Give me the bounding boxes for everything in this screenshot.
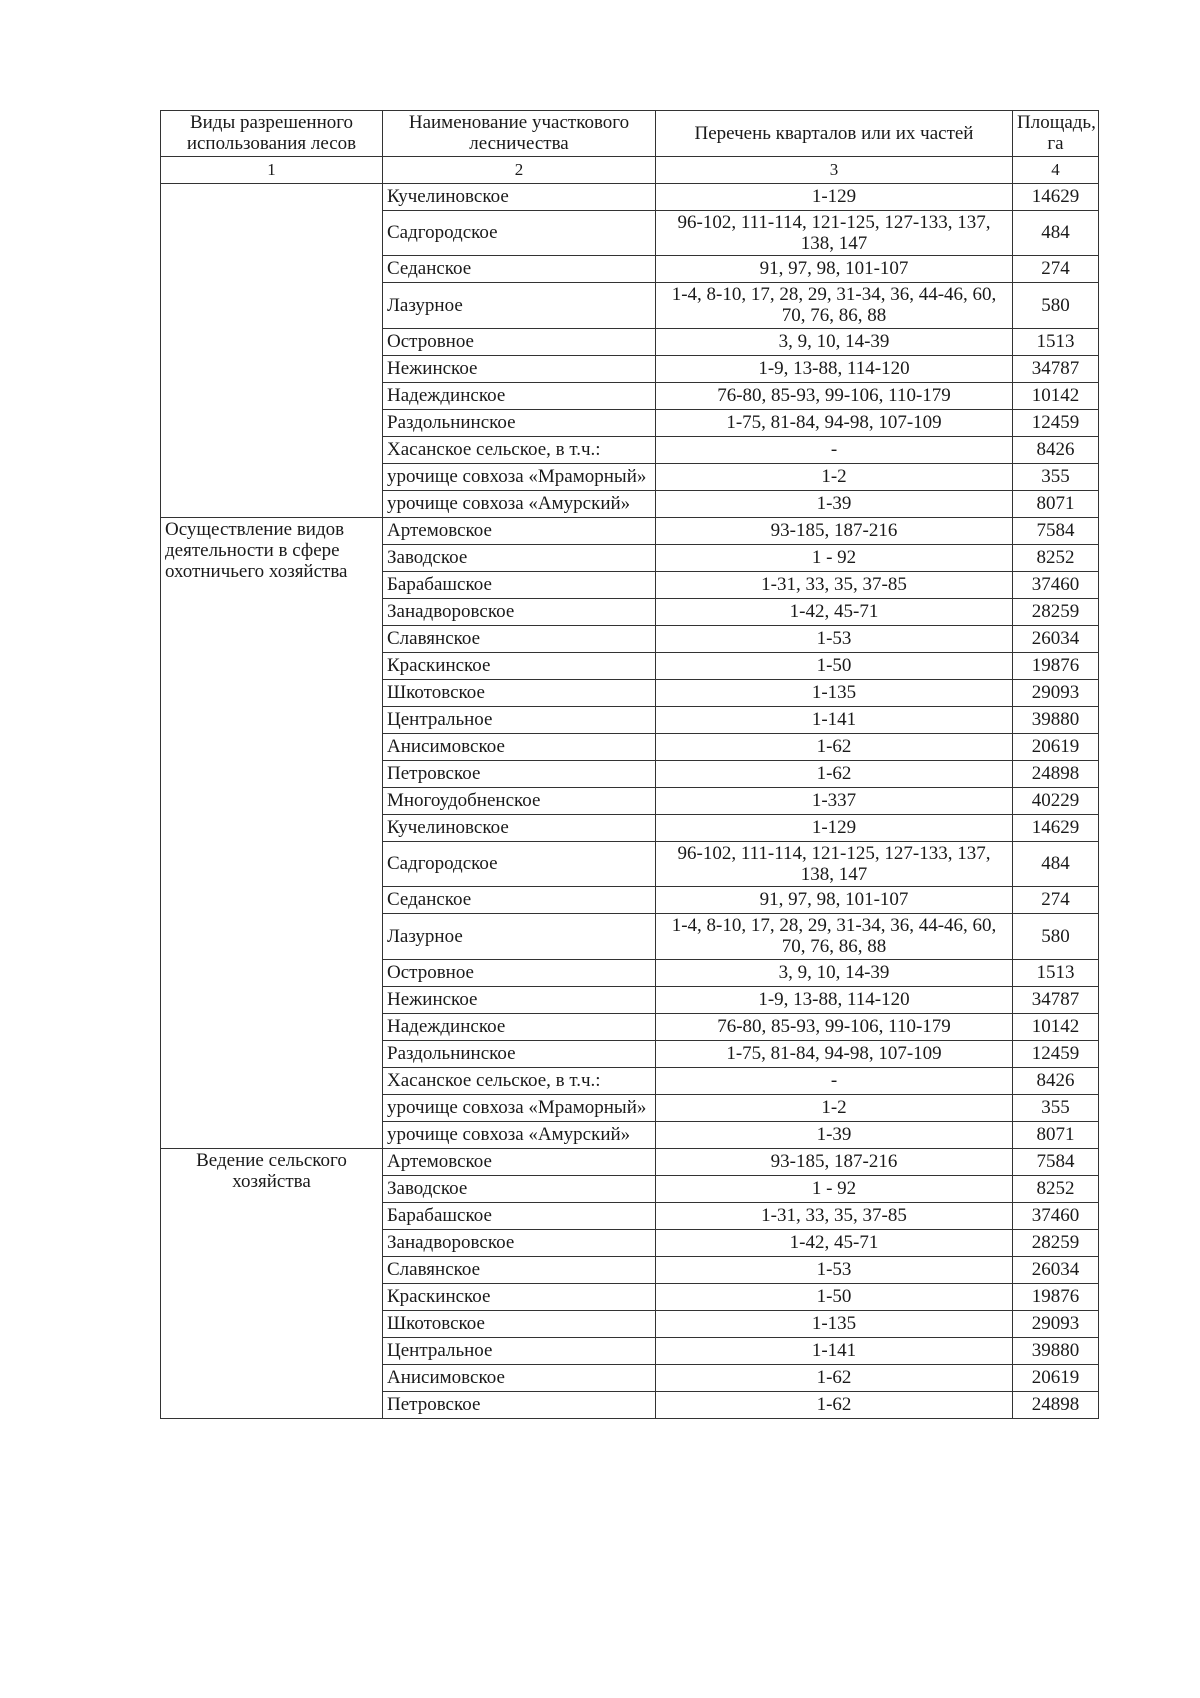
forestry-name-cell: Седанское [383, 256, 656, 283]
quarters-cell: 1-337 [656, 787, 1013, 814]
quarters-cell: 3, 9, 10, 14-39 [656, 959, 1013, 986]
forestry-name-cell: Раздольнинское [383, 409, 656, 436]
area-cell: 7584 [1013, 1148, 1099, 1175]
area-cell: 34787 [1013, 355, 1099, 382]
quarters-cell: 1-62 [656, 733, 1013, 760]
area-cell: 29093 [1013, 1310, 1099, 1337]
forestry-name-cell: урочище совхоза «Амурский» [383, 1121, 656, 1148]
forestry-name-cell: Петровское [383, 1391, 656, 1418]
quarters-cell: 1 - 92 [656, 1175, 1013, 1202]
area-cell: 8252 [1013, 1175, 1099, 1202]
quarters-cell: 1-141 [656, 1337, 1013, 1364]
table-row [161, 183, 1099, 210]
forestry-name-cell: урочище совхоза «Мраморный» [383, 1094, 656, 1121]
forestry-name-cell: Кучелиновское [383, 183, 656, 210]
quarters-cell: - [656, 1067, 1013, 1094]
column-number: 3 [656, 156, 1013, 183]
area-cell: 484 [1013, 841, 1099, 887]
column-number: 4 [1013, 156, 1099, 183]
quarters-cell: 91, 97, 98, 101-107 [656, 256, 1013, 283]
forestry-name-cell: Петровское [383, 760, 656, 787]
quarters-cell: 1-50 [656, 652, 1013, 679]
column-number: 1 [161, 156, 383, 183]
forestry-name-cell: Нежинское [383, 986, 656, 1013]
area-cell: 484 [1013, 210, 1099, 256]
quarters-cell: 76-80, 85-93, 99-106, 110-179 [656, 382, 1013, 409]
forestry-name-cell: Барабашское [383, 1202, 656, 1229]
forestry-name-cell: Седанское [383, 887, 656, 914]
area-cell: 8426 [1013, 436, 1099, 463]
forest-use-table [160, 110, 1099, 1419]
forestry-name-cell: Многоудобненское [383, 787, 656, 814]
area-cell: 8071 [1013, 1121, 1099, 1148]
quarters-cell: 1-39 [656, 490, 1013, 517]
header-quarters: Перечень кварталов или их частей [656, 111, 1013, 157]
table-body [161, 183, 1099, 1418]
quarters-cell: 1-129 [656, 814, 1013, 841]
quarters-cell: 1-2 [656, 1094, 1013, 1121]
quarters-cell: 1-9, 13-88, 114-120 [656, 355, 1013, 382]
area-cell: 14629 [1013, 814, 1099, 841]
area-cell: 20619 [1013, 1364, 1099, 1391]
area-cell: 274 [1013, 887, 1099, 914]
quarters-cell: 1-53 [656, 625, 1013, 652]
area-cell: 12459 [1013, 1040, 1099, 1067]
header-use-type: Виды разрешенного использования лесов [161, 111, 383, 157]
forestry-name-cell: Занадворовское [383, 1229, 656, 1256]
quarters-cell: - [656, 436, 1013, 463]
table-row [161, 1148, 1099, 1175]
area-cell: 14629 [1013, 183, 1099, 210]
forestry-name-cell: Заводское [383, 1175, 656, 1202]
forestry-name-cell: Занадворовское [383, 598, 656, 625]
quarters-cell: 1-62 [656, 1391, 1013, 1418]
forestry-name-cell: Нежинское [383, 355, 656, 382]
use-type-cell: Осуществление видов деятельности в сфере охотничьего хозяйства [161, 517, 383, 1148]
area-cell: 10142 [1013, 1013, 1099, 1040]
area-cell: 19876 [1013, 1283, 1099, 1310]
area-cell: 8252 [1013, 544, 1099, 571]
quarters-cell: 1-31, 33, 35, 37-85 [656, 571, 1013, 598]
area-cell: 40229 [1013, 787, 1099, 814]
forestry-name-cell: Артемовское [383, 1148, 656, 1175]
quarters-cell: 1-129 [656, 183, 1013, 210]
area-cell: 10142 [1013, 382, 1099, 409]
quarters-cell: 1-4, 8-10, 17, 28, 29, 31-34, 36, 44-46, 60, 70, 76, 86, 88 [656, 283, 1013, 329]
quarters-cell: 1-9, 13-88, 114-120 [656, 986, 1013, 1013]
area-cell: 8071 [1013, 490, 1099, 517]
area-cell: 24898 [1013, 1391, 1099, 1418]
area-cell: 355 [1013, 463, 1099, 490]
area-cell: 8426 [1013, 1067, 1099, 1094]
forestry-name-cell: Хасанское сельское, в т.ч.: [383, 436, 656, 463]
quarters-cell: 1-75, 81-84, 94-98, 107-109 [656, 409, 1013, 436]
area-cell: 39880 [1013, 1337, 1099, 1364]
forestry-name-cell: Хасанское сельское, в т.ч.: [383, 1067, 656, 1094]
quarters-cell: 1-2 [656, 463, 1013, 490]
forestry-name-cell: Центральное [383, 1337, 656, 1364]
forestry-name-cell: Садгородское [383, 210, 656, 256]
header-row [161, 111, 1099, 157]
header-forestry-name: Наименование участкового лесничества [383, 111, 656, 157]
area-cell: 580 [1013, 914, 1099, 960]
forestry-name-cell: урочище совхоза «Мраморный» [383, 463, 656, 490]
quarters-cell: 96-102, 111-114, 121-125, 127-133, 137, 138, 147 [656, 210, 1013, 256]
area-cell: 26034 [1013, 1256, 1099, 1283]
forestry-name-cell: Лазурное [383, 283, 656, 329]
forestry-name-cell: Шкотовское [383, 1310, 656, 1337]
use-type-cell [161, 183, 383, 517]
area-cell: 24898 [1013, 760, 1099, 787]
quarters-cell: 1-39 [656, 1121, 1013, 1148]
table-row [161, 517, 1099, 544]
forestry-name-cell: Островное [383, 328, 656, 355]
quarters-cell: 1-135 [656, 1310, 1013, 1337]
forestry-name-cell: урочище совхоза «Амурский» [383, 490, 656, 517]
forestry-name-cell: Славянское [383, 625, 656, 652]
forestry-name-cell: Садгородское [383, 841, 656, 887]
forestry-name-cell: Анисимовское [383, 1364, 656, 1391]
forestry-name-cell: Краскинское [383, 1283, 656, 1310]
header-area: Площадь, га [1013, 111, 1099, 157]
area-cell: 28259 [1013, 598, 1099, 625]
use-type-cell: Ведение сельского хозяйства [161, 1148, 383, 1418]
area-cell: 7584 [1013, 517, 1099, 544]
quarters-cell: 1-42, 45-71 [656, 598, 1013, 625]
area-cell: 20619 [1013, 733, 1099, 760]
forestry-name-cell: Кучелиновское [383, 814, 656, 841]
area-cell: 37460 [1013, 1202, 1099, 1229]
quarters-cell: 91, 97, 98, 101-107 [656, 887, 1013, 914]
forestry-name-cell: Надеждинское [383, 382, 656, 409]
quarters-cell: 1-135 [656, 679, 1013, 706]
quarters-cell: 76-80, 85-93, 99-106, 110-179 [656, 1013, 1013, 1040]
area-cell: 37460 [1013, 571, 1099, 598]
quarters-cell: 1-62 [656, 760, 1013, 787]
column-number: 2 [383, 156, 656, 183]
quarters-cell: 1-75, 81-84, 94-98, 107-109 [656, 1040, 1013, 1067]
quarters-cell: 1-141 [656, 706, 1013, 733]
quarters-cell: 96-102, 111-114, 121-125, 127-133, 137, 138, 147 [656, 841, 1013, 887]
area-cell: 26034 [1013, 625, 1099, 652]
area-cell: 12459 [1013, 409, 1099, 436]
area-cell: 19876 [1013, 652, 1099, 679]
quarters-cell: 1-31, 33, 35, 37-85 [656, 1202, 1013, 1229]
quarters-cell: 1 - 92 [656, 544, 1013, 571]
area-cell: 1513 [1013, 328, 1099, 355]
forestry-name-cell: Центральное [383, 706, 656, 733]
forestry-name-cell: Заводское [383, 544, 656, 571]
area-cell: 29093 [1013, 679, 1099, 706]
forestry-name-cell: Анисимовское [383, 733, 656, 760]
area-cell: 28259 [1013, 1229, 1099, 1256]
quarters-cell: 93-185, 187-216 [656, 517, 1013, 544]
forestry-name-cell: Краскинское [383, 652, 656, 679]
forestry-name-cell: Барабашское [383, 571, 656, 598]
quarters-cell: 1-4, 8-10, 17, 28, 29, 31-34, 36, 44-46, 60, 70, 76, 86, 88 [656, 914, 1013, 960]
area-cell: 274 [1013, 256, 1099, 283]
column-number-row [161, 156, 1099, 183]
forestry-name-cell: Артемовское [383, 517, 656, 544]
area-cell: 39880 [1013, 706, 1099, 733]
quarters-cell: 1-42, 45-71 [656, 1229, 1013, 1256]
quarters-cell: 1-50 [656, 1283, 1013, 1310]
quarters-cell: 3, 9, 10, 14-39 [656, 328, 1013, 355]
quarters-cell: 93-185, 187-216 [656, 1148, 1013, 1175]
quarters-cell: 1-62 [656, 1364, 1013, 1391]
forestry-name-cell: Надеждинское [383, 1013, 656, 1040]
forestry-name-cell: Шкотовское [383, 679, 656, 706]
forestry-name-cell: Островное [383, 959, 656, 986]
area-cell: 34787 [1013, 986, 1099, 1013]
area-cell: 580 [1013, 283, 1099, 329]
area-cell: 1513 [1013, 959, 1099, 986]
area-cell: 355 [1013, 1094, 1099, 1121]
forestry-name-cell: Славянское [383, 1256, 656, 1283]
quarters-cell: 1-53 [656, 1256, 1013, 1283]
forestry-name-cell: Лазурное [383, 914, 656, 960]
forestry-name-cell: Раздольнинское [383, 1040, 656, 1067]
